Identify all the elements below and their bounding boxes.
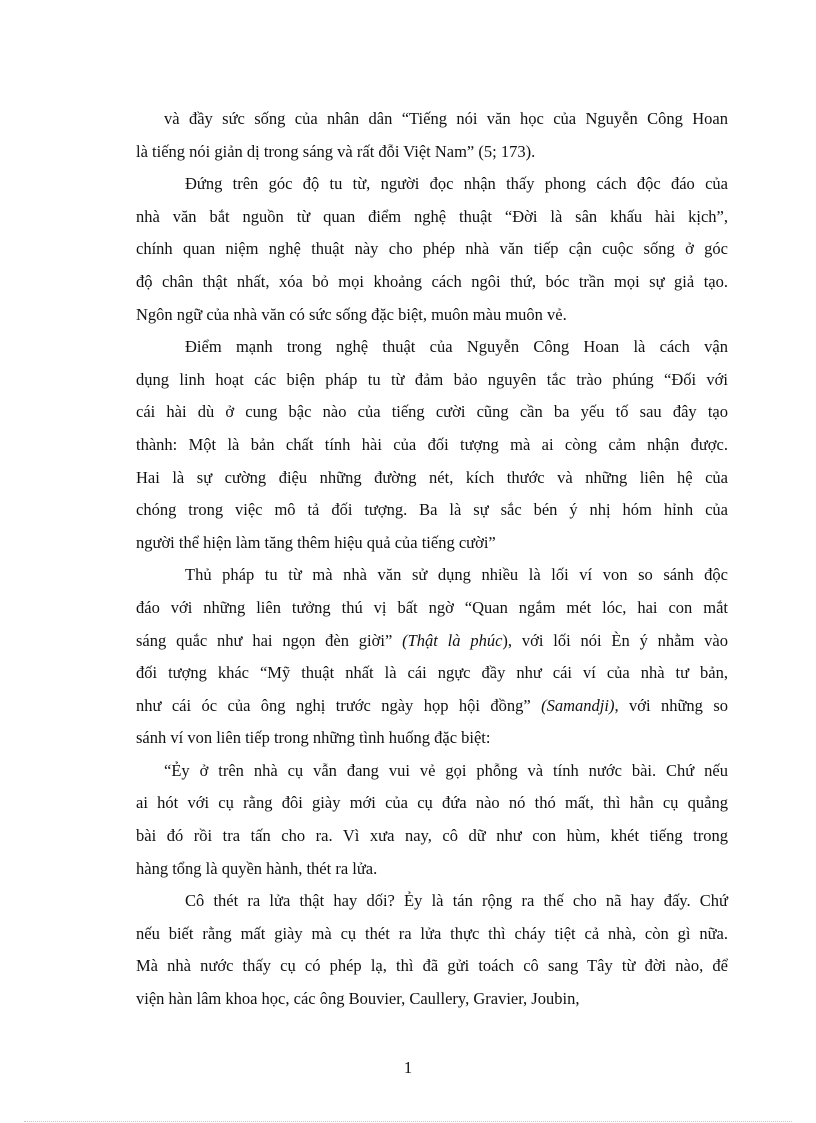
text-line: sánh ví von liên tiếp trong những tình huống đặc biệt: <box>136 728 491 748</box>
text-line: cái hài dù ở cung bậc nào của tiếng cười cũng cần ba yếu tố sau đây tạo <box>136 402 728 422</box>
text-line: Mà nhà nước thấy cụ có phép lạ, thì đã gửi toách cô sang Tây từ đời nào, để <box>136 956 728 976</box>
text-segment: như cái óc của ông nghị trước ngày họp hội đồng” <box>136 695 542 715</box>
text-line: đối tượng khác “Mỹ thuật nhất là cái ngực đầy như cái ví của nhà tư bản, <box>136 663 728 683</box>
text-line: Đứng trên góc độ tu từ, người đọc nhận thấy phong cách độc đáo của <box>185 174 728 194</box>
text-line: ai hót với cụ rằng đôi giày mới của cụ đứa nào nó thó mất, thì hẳn cụ quẳng <box>136 793 728 813</box>
text-line: là tiếng nói giản dị trong sáng và rất đỗi Việt Nam” (5; 173). <box>136 141 536 161</box>
text-segment: sáng quắc như hai ngọn đèn giời” <box>136 630 403 650</box>
page-bottom-border <box>24 1121 792 1122</box>
page-number: 1 <box>403 1058 413 1077</box>
text-line: và đầy sức sống của nhân dân “Tiếng nói văn học của Nguyễn Công Hoan <box>164 109 728 128</box>
italic-citation: (Thật là phúc <box>402 630 503 650</box>
text-line <box>136 690 728 723</box>
text-line <box>136 625 728 658</box>
text-line: “Ẻy ở trên nhà cụ vẫn đang vui vẻ gọi phỗng và tính nước bài. Chứ nếu <box>164 760 728 780</box>
text-line: Hai là sự cường điệu những đường nét, kích thước và những liên hệ của <box>136 467 728 487</box>
document-body <box>136 103 728 1016</box>
text-line: độ chân thật nhất, xóa bỏ mọi khoảng cách ngôi thứ, bóc trần mọi sự giả tạo. <box>136 271 728 291</box>
text-segment: , với những so <box>614 695 729 715</box>
text-line: người thể hiện làm tăng thêm hiệu quả của tiếng cười” <box>136 532 496 552</box>
text-line: hàng tổng là quyền hành, thét ra lửa. <box>136 858 378 878</box>
text-line: Ngôn ngữ của nhà văn có sức sống đặc biệt, muôn màu muôn vẻ. <box>136 304 567 324</box>
text-line: dụng linh hoạt các biện pháp tu từ đảm bảo nguyên tắc trào phúng “Đối với <box>136 369 728 389</box>
text-line: Điểm mạnh trong nghệ thuật của Nguyễn Công Hoan là cách vận <box>185 337 728 357</box>
text-line: Thủ pháp tu từ mà nhà văn sử dụng nhiều là lối ví von so sánh độc <box>185 565 728 585</box>
text-line: chính quan niệm nghệ thuật này cho phép nhà văn tiếp cận cuộc sống ở góc <box>136 239 728 259</box>
text-segment: ), với lối nói Èn ý nhằm vào <box>502 630 728 650</box>
text-line: viện hàn lâm khoa học, các ông Bouvier, Caullery, Gravier, Joubin, <box>136 989 580 1009</box>
text-line: thành: Một là bản chất tính hài của đối tượng mà ai còng cảm nhận được. <box>136 434 728 454</box>
text-line: bài đó rồi tra tấn cho ra. Vì xưa nay, cô dữ như con hùm, khét tiếng trong <box>136 826 728 846</box>
text-line: đáo với những liên tưởng thú vị bất ngờ “Quan ngắm mét lóc, hai con mắt <box>136 597 728 617</box>
text-line: Cô thét ra lửa thật hay dối? Ẻy là tán rộng ra thế cho nã hay đấy. Chứ <box>185 891 728 911</box>
text-line: nhà văn bắt nguồn từ quan điểm nghệ thuật “Đời là sân khấu hài kịch”, <box>136 206 728 226</box>
italic-citation: (Samandji) <box>541 695 615 715</box>
text-line: chóng trong việc mô tả đối tượng. Ba là sự sắc bén ý nhị hóm hỉnh của <box>136 500 728 520</box>
text-line: nếu biết rằng mất giày mà cụ thét ra lửa thực thì cháy tiệt cả nhà, còn gì nữa. <box>136 923 728 943</box>
